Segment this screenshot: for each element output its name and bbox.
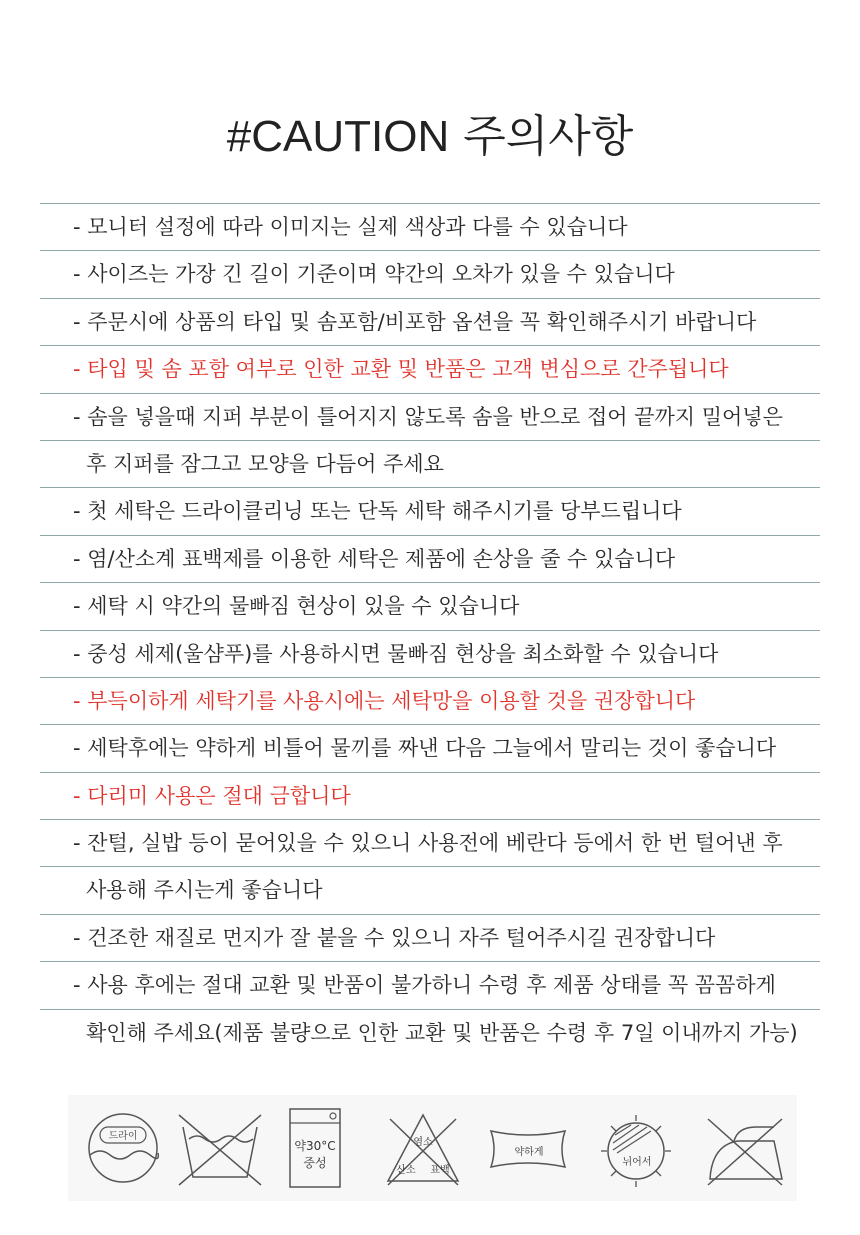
no-iron-icon bbox=[698, 1105, 788, 1191]
gentle-wring-icon bbox=[483, 1105, 573, 1191]
dry-clean-icon bbox=[80, 1105, 170, 1191]
bleach-label: 표백 bbox=[430, 1165, 450, 1176]
wring-label: 약하게 bbox=[514, 1147, 544, 1158]
machine-wash-detergent: 중성 bbox=[303, 1156, 327, 1170]
flat-dry-shade-icon bbox=[593, 1105, 683, 1191]
bleach-oxygen: 산소 bbox=[396, 1165, 416, 1176]
caution-item: - 잔털, 실밥 등이 묻어있을 수 있으니 사용전에 베란다 등에서 한 번 털어낸 후 bbox=[40, 819, 820, 866]
bleach-chlorine: 염소 bbox=[413, 1137, 433, 1148]
caution-item: - 건조한 재질로 먼지가 잘 붙을 수 있으니 자주 털어주시길 권장합니다 bbox=[40, 914, 820, 961]
title-korean: 주의사항 bbox=[463, 111, 634, 162]
care-symbols-strip bbox=[68, 1095, 797, 1201]
dry-clean-label: 드라이 bbox=[108, 1131, 138, 1142]
shade-dry-label: 뉘어서 bbox=[622, 1157, 652, 1168]
title-latin: #CAUTION bbox=[226, 112, 450, 161]
no-water-wash-icon bbox=[175, 1105, 265, 1191]
caution-item: - 모니터 설정에 따라 이미지는 실제 색상과 다를 수 있습니다 bbox=[40, 203, 820, 250]
caution-item: - 사용 후에는 절대 교환 및 반품이 불가하니 수령 후 제품 상태를 꼭 꼼꼼하게 bbox=[40, 961, 820, 1008]
caution-item: - 다리미 사용은 절대 금합니다 bbox=[40, 772, 820, 819]
caution-list bbox=[40, 203, 820, 1056]
caution-item-continued: 후 지퍼를 잠그고 모양을 다듬어 주세요 bbox=[40, 440, 820, 487]
caution-item: - 첫 세탁은 드라이클리닝 또는 단독 세탁 해주시기를 당부드립니다 bbox=[40, 487, 820, 534]
caution-item: - 솜을 넣을때 지퍼 부분이 틀어지지 않도록 솜을 반으로 접어 끝까지 밀어넣은 bbox=[40, 393, 820, 440]
caution-item-continued: 확인해 주세요(제품 불량으로 인한 교환 및 반품은 수령 후 7일 이내까지 가능) bbox=[40, 1009, 820, 1056]
caution-item: - 중성 세제(울샴푸)를 사용하시면 물빠짐 현상을 최소화할 수 있습니다 bbox=[40, 630, 820, 677]
caution-item: - 세탁후에는 약하게 비틀어 물끼를 짜낸 다음 그늘에서 말리는 것이 좋습니다 bbox=[40, 724, 820, 771]
page-title bbox=[0, 100, 860, 164]
caution-item-continued: 사용해 주시는게 좋습니다 bbox=[40, 866, 820, 913]
caution-item: - 세탁 시 약간의 물빠짐 현상이 있을 수 있습니다 bbox=[40, 582, 820, 629]
caution-item: - 사이즈는 가장 긴 길이 기준이며 약간의 오차가 있을 수 있습니다 bbox=[40, 250, 820, 297]
machine-wash-icon bbox=[278, 1105, 368, 1191]
caution-item: - 염/산소계 표백제를 이용한 세탁은 제품에 손상을 줄 수 있습니다 bbox=[40, 535, 820, 582]
caution-item: - 부득이하게 세탁기를 사용시에는 세탁망을 이용할 것을 권장합니다 bbox=[40, 677, 820, 724]
no-bleach-icon bbox=[378, 1105, 468, 1191]
caution-item: - 타입 및 솜 포함 여부로 인한 교환 및 반품은 고객 변심으로 간주됩니다 bbox=[40, 345, 820, 392]
caution-item: - 주문시에 상품의 타입 및 솜포함/비포함 옵션을 꼭 확인해주시기 바랍니다 bbox=[40, 298, 820, 345]
machine-wash-temp: 약30°C bbox=[294, 1139, 336, 1153]
